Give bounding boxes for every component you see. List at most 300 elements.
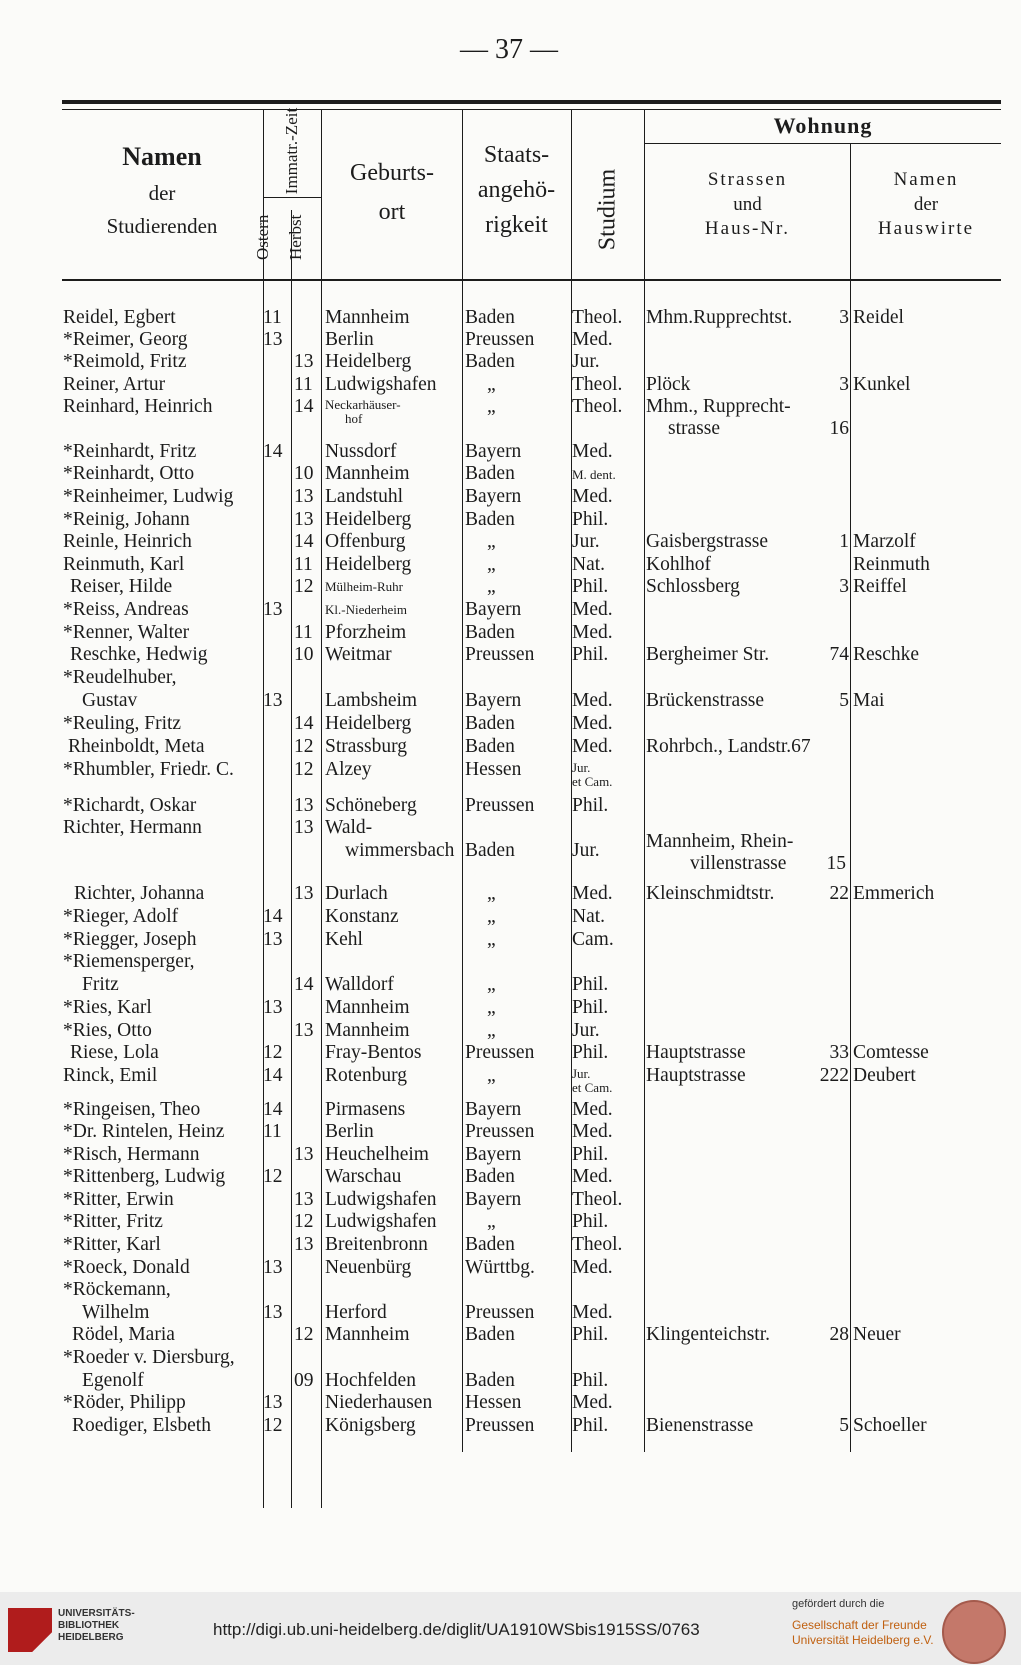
birthplace: Landstuhl [325,486,403,507]
nationality: Baden [465,307,515,328]
herbst-value: 12 [294,1211,314,1232]
student-name: *Dr. Rintelen, Heinz [63,1121,225,1142]
student-name: Reiner, Artur [63,374,166,395]
landlord: Kunkel [853,374,911,395]
field-of-study: Phil. [572,1370,609,1391]
birthplace: Neckarhäuser- [325,397,401,412]
nationality: Baden [465,1234,515,1255]
student-name-line2: Wilhelm [82,1302,150,1323]
birthplace: Rotenburg [325,1065,407,1086]
library-name [58,1608,135,1644]
herbst-value: 10 [294,644,314,665]
nationality: Bayern [465,1099,522,1120]
student-name: *Reinig, Johann [63,509,190,530]
student-name: *Richardt, Oskar [63,795,197,816]
nationality: „ [487,929,496,950]
birthplace: Heidelberg [325,713,412,734]
table-row [0,599,1021,621]
house-number: 3 [839,374,849,395]
student-name: Richter, Hermann [63,817,202,838]
header-hauswirte-2: der [913,193,939,215]
student-name: *Risch, Hermann [63,1144,200,1165]
nationality: „ [487,974,496,995]
nationality: Baden [465,1370,515,1391]
birthplace: Neuenbürg [325,1257,412,1278]
street: Mannheim, Rhein- [646,831,794,852]
table-row [0,351,1021,373]
student-name: Reinhard, Heinrich [63,396,213,417]
birthplace: Ludwigshafen [325,1189,437,1210]
nationality: Bayern [465,1144,522,1165]
field-of-study: Jur. [572,840,600,861]
birthplace: Heuchelheim [325,1144,429,1165]
table-row [0,1234,1021,1256]
house-number: 28 [829,1324,849,1345]
house-number: 1 [839,531,849,552]
field-of-study: Med. [572,441,613,462]
field-of-study: Phil. [572,795,609,816]
landlord: Reschke [853,644,920,665]
herbst-value: 13 [294,351,314,372]
herbst-value: 12 [294,736,314,757]
student-name: *Reuling, Fritz [63,713,182,734]
birthplace: Mannheim [325,307,410,328]
nationality: Hessen [465,1392,522,1413]
nationality: Preussen [465,795,535,816]
herbst-value: 14 [294,713,314,734]
field-of-study: Theol. [572,307,623,328]
herbst-value: 13 [294,883,314,904]
student-name: Rinck, Emil [63,1065,158,1086]
birthplace: Mannheim [325,1020,410,1041]
table-row [0,1211,1021,1233]
header-strassen-3: Haus-Nr. [704,218,791,240]
street: Hauptstrasse [646,1042,746,1063]
page-number: — 37 — [460,34,558,65]
header-geburtsort-1: Geburts- [350,160,434,186]
herbst-value: 12 [294,1324,314,1345]
student-name: *Rittenberg, Ludwig [63,1166,226,1187]
birthplace: Heidelberg [325,554,412,575]
nationality: Preussen [465,644,535,665]
nationality: Bayern [465,441,522,462]
field-of-study: Phil. [572,1211,609,1232]
herbst-value: 10 [294,463,314,484]
header-staats-2: angehö- [477,177,556,204]
table-row [0,486,1021,508]
house-number: 222 [819,1065,849,1086]
birthplace: Strassburg [325,736,407,757]
birthplace: Fray-Bentos [325,1042,422,1063]
street: Hauptstrasse [646,1065,746,1086]
nationality: Württbg. [465,1257,535,1278]
field-of-study: Theol. [572,374,623,395]
landlord: Neuer [853,1324,901,1345]
nationality: Baden [465,509,515,530]
table-row [0,1020,1021,1042]
birthplace: Walldorf [325,974,394,995]
field-of-study: Phil. [572,1144,609,1165]
top-rule [62,100,1001,104]
nationality: „ [487,906,496,927]
header-hauswirte-3: Hauswirte [877,218,975,240]
library-name-2: BIBLIOTHEK [58,1620,120,1631]
street: Bienenstrasse [646,1415,754,1436]
nationality: Preussen [465,1042,535,1063]
table-row [0,307,1021,329]
table-row [0,554,1021,576]
house-number: 5 [839,1415,849,1436]
library-logo-icon [8,1608,52,1652]
field-of-study: Med. [572,599,613,620]
student-name-line2: Gustav [82,690,138,711]
header-staats-3: rigkeit [485,212,548,239]
header-namen-studierenden: Studierenden [106,214,218,239]
table-row [0,906,1021,928]
table-row [0,1042,1021,1064]
table-row [0,622,1021,644]
birthplace: Heidelberg [325,351,412,372]
house-number: 22 [829,883,849,904]
birthplace: Ludwigshafen [325,374,437,395]
ostern-value: 13 [263,997,283,1018]
field-of-study: Nat. [572,554,606,575]
student-name: Riese, Lola [70,1042,159,1063]
house-number: 33 [829,1042,849,1063]
street: Kohlhof [646,554,711,575]
student-name: *Reiss, Andreas [63,599,189,620]
landlord: Marzolf [853,531,916,552]
nationality: Baden [465,840,515,861]
herbst-value: 09 [294,1370,314,1391]
herbst-value: 13 [294,1144,314,1165]
library-name-1: UNIVERSITÄTS- [58,1608,135,1619]
field-of-study: Med. [572,1302,613,1323]
student-name: Reschke, Hedwig [70,644,208,665]
header-staatsangehoerigkeit [463,140,570,242]
field-of-study: Med. [572,329,613,350]
sponsor-intro: gefördert durch die [792,1598,885,1610]
nationality: „ [487,554,496,575]
table-row [0,883,1021,905]
nationality: Bayern [465,1189,522,1210]
nationality: Preussen [465,329,535,350]
birthplace: Kl.-Niederheim [325,602,407,617]
house-number: 74 [829,644,849,665]
birthplace-line2: wimmersbach [345,840,455,861]
field-of-study: Jur. [572,1066,591,1081]
ostern-value: 14 [263,1099,283,1120]
student-name: *Ringeisen, Theo [63,1099,201,1120]
field-of-study: Jur. [572,760,591,775]
birthplace: Lambsheim [325,690,418,711]
herbst-value: 13 [294,509,314,530]
nationality: Baden [465,463,515,484]
birthplace: Durlach [325,883,388,904]
nationality: Bayern [465,690,522,711]
student-name: *Ries, Karl [63,997,152,1018]
table-row [0,1065,1021,1095]
header-hauswirte-1: Namen [893,169,959,190]
table-row [0,929,1021,951]
sponsor-name [792,1618,934,1648]
header-strassen-2: und [733,193,762,215]
field-of-study: Med. [572,1099,613,1120]
nationality: „ [487,997,496,1018]
header-namen-der: der [148,180,176,205]
street: Bergheimer Str. [646,644,770,665]
ostern-value: 14 [263,441,283,462]
table-row [0,329,1021,351]
ostern-value: 12 [263,1166,283,1187]
house-number: 15 [826,853,846,874]
nationality: „ [487,374,496,395]
table-row [0,644,1021,666]
student-name: *Riemensperger, [63,951,195,972]
table-row [0,1189,1021,1211]
birthplace: Konstanz [325,906,399,927]
student-name: Reidel, Egbert [63,307,176,328]
landlord: Reinmuth [853,554,930,575]
table-row [0,713,1021,735]
herbst-value: 13 [294,1189,314,1210]
field-of-study: Phil. [572,644,609,665]
field-of-study-line2: et Cam. [572,1080,613,1095]
landlord: Deubert [853,1065,916,1086]
student-name: Richter, Johanna [74,883,205,904]
header-ostern: Ostern [253,214,272,260]
student-name: *Reudelhuber, [63,667,177,688]
street: Plöck [646,374,691,395]
table-row [0,1415,1021,1437]
table-row [0,1121,1021,1143]
herbst-value: 14 [294,396,314,417]
header-strassen [645,168,850,242]
field-of-study: Jur. [572,1020,600,1041]
birthplace: Mannheim [325,463,410,484]
herbst-value: 13 [294,795,314,816]
birthplace: Königsberg [325,1415,416,1436]
nationality: Baden [465,713,515,734]
birthplace: Nussdorf [325,441,397,462]
field-of-study: Med. [572,690,613,711]
field-of-study: Phil. [572,1324,609,1345]
field-of-study: Med. [572,713,613,734]
landlord: Comtesse [853,1042,929,1063]
header-bottom-rule [62,279,1001,281]
herbst-value: 12 [294,759,314,780]
landlord: Reiffel [853,576,907,597]
nationality: Preussen [465,1121,535,1142]
table-row [0,1324,1021,1346]
university-seal-icon [942,1600,1006,1664]
header-studium: Studium [594,168,621,251]
table-row [0,1392,1021,1414]
birthplace: Heidelberg [325,509,412,530]
field-of-study: Med. [572,1392,613,1413]
header-immatr-zeit: Immatr.-Zeit [282,107,301,195]
table-row [0,1347,1021,1391]
nationality: „ [487,396,496,417]
table-row [0,441,1021,463]
field-of-study: Cam. [572,929,614,950]
student-name: Rheinboldt, Meta [68,736,205,757]
street-line2: villenstrasse [690,853,787,874]
birthplace: Niederhausen [325,1392,433,1413]
field-of-study: Phil. [572,1415,609,1436]
student-name: *Ries, Otto [63,1020,152,1041]
student-name: *Rieger, Adolf [63,906,179,927]
street: Schlossberg [646,576,740,597]
field-of-study: Med. [572,1166,613,1187]
student-name: *Riegger, Joseph [63,929,197,950]
ostern-value: 14 [263,906,283,927]
student-name: *Reinheimer, Ludwig [63,486,234,507]
student-name: *Rhumbler, Friedr. C. [63,759,234,780]
field-of-study: Theol. [572,1189,623,1210]
field-of-study: Jur. [572,351,600,372]
table-row [0,951,1021,995]
table-row [0,509,1021,531]
house-number: 3 [839,307,849,328]
field-of-study: Med. [572,736,613,757]
nationality: Preussen [465,1415,535,1436]
header-herbst: Herbst [286,214,305,260]
table-row [0,997,1021,1019]
herbst-value: 12 [294,576,314,597]
table-row [0,374,1021,396]
student-name: Rödel, Maria [72,1324,175,1345]
table-row [0,1279,1021,1323]
student-name: *Reimer, Georg [63,329,188,350]
header-namen [64,140,260,240]
landlord: Schoeller [853,1415,927,1436]
table-row [0,1099,1021,1121]
student-name: Reiser, Hilde [70,576,173,597]
nationality: Baden [465,1166,515,1187]
table-row [0,667,1021,711]
nationality: Baden [465,622,515,643]
header-wohnung: Wohnung [773,113,873,138]
student-name: *Röder, Philipp [63,1392,186,1413]
ostern-value: 11 [263,307,282,328]
field-of-study: Jur. [572,531,600,552]
house-number: 5 [839,690,849,711]
header-staats-1: Staats- [483,142,550,168]
herbst-value: 11 [294,374,313,395]
birthplace: Mülheim-Ruhr [325,579,403,594]
library-name-3: HEIDELBERG [58,1632,124,1643]
student-name: Reinle, Heinrich [63,531,192,552]
sponsor-name-2: Universität Heidelberg e.V. [792,1633,934,1647]
student-name: *Ritter, Erwin [63,1189,174,1210]
ostern-value: 11 [263,1121,282,1142]
student-name: Roediger, Elsbeth [72,1415,211,1436]
birthplace: Pirmasens [325,1099,406,1120]
student-name: *Reimold, Fritz [63,351,187,372]
table-row [0,817,1021,874]
street: Klingenteichstr. [646,1324,771,1345]
header-namen-title: Namen [122,142,202,171]
table-row [0,795,1021,817]
nationality: „ [487,531,496,552]
field-of-study: Med. [572,622,613,643]
student-name-line2: Fritz [82,974,119,995]
student-name: *Reinhardt, Otto [63,463,195,484]
nationality: Hessen [465,759,522,780]
herbst-value: 11 [294,622,313,643]
student-name: *Roeder v. Diersburg, [63,1347,235,1368]
table-row [0,531,1021,553]
street: Mhm., Rupprecht- [646,396,791,417]
nationality: Baden [465,351,515,372]
ostern-value: 12 [263,1415,283,1436]
birthplace: Schöneberg [325,795,417,816]
street: Brückenstrasse [646,690,765,711]
wohnung-rule [644,143,1001,144]
ostern-value: 13 [263,599,283,620]
birthplace: Ludwigshafen [325,1211,437,1232]
birthplace: Mannheim [325,997,410,1018]
student-name: *Renner, Walter [63,622,190,643]
street-line2: strasse [668,418,720,439]
student-name: Reinmuth, Karl [63,554,185,575]
student-name: *Röckemann, [63,1279,171,1300]
student-name: *Ritter, Fritz [63,1211,163,1232]
street: Mhm.Rupprechtst. [646,307,793,328]
nationality: „ [487,1065,496,1086]
ostern-value: 12 [263,1042,283,1063]
field-of-study: Med. [572,486,613,507]
birthplace: Wald- [325,817,373,838]
permalink[interactable]: http://digi.ub.uni-heidelberg.de/diglit/UA1910WSbis1915SS/0763 [213,1620,700,1639]
table-row [0,576,1021,598]
student-name: *Roeck, Donald [63,1257,190,1278]
nationality: Baden [465,1324,515,1345]
field-of-study: Phil. [572,974,609,995]
herbst-value: 14 [294,974,314,995]
nationality: Bayern [465,599,522,620]
street: Rohrbch., Landstr.67 [646,736,811,757]
birthplace: Alzey [325,759,372,780]
birthplace: Offenburg [325,531,406,552]
landlord: Reidel [853,307,904,328]
house-number: 16 [829,418,849,439]
ostern-value: 13 [263,1392,283,1413]
landlord: Mai [853,690,885,711]
house-number: 3 [839,576,849,597]
birthplace: Hochfelden [325,1370,416,1391]
nationality: Baden [465,736,515,757]
field-of-study: Theol. [572,396,623,417]
landlord: Emmerich [853,883,935,904]
field-of-study: Phil. [572,509,609,530]
nationality: „ [487,1211,496,1232]
birthplace: Herford [325,1302,387,1323]
field-of-study: Theol. [572,1234,623,1255]
field-of-study: Phil. [572,576,609,597]
sponsor-name-1: Gesellschaft der Freunde [792,1618,927,1632]
student-name-line2: Egenolf [82,1370,144,1391]
table-row [0,759,1021,789]
top-rule-thin [62,109,1001,110]
birthplace: Kehl [325,929,363,950]
street: Gaisbergstrasse [646,531,769,552]
ostern-value: 13 [263,1302,283,1323]
nationality: Preussen [465,1302,535,1323]
field-of-study: Phil. [572,997,609,1018]
field-of-study: Phil. [572,1042,609,1063]
